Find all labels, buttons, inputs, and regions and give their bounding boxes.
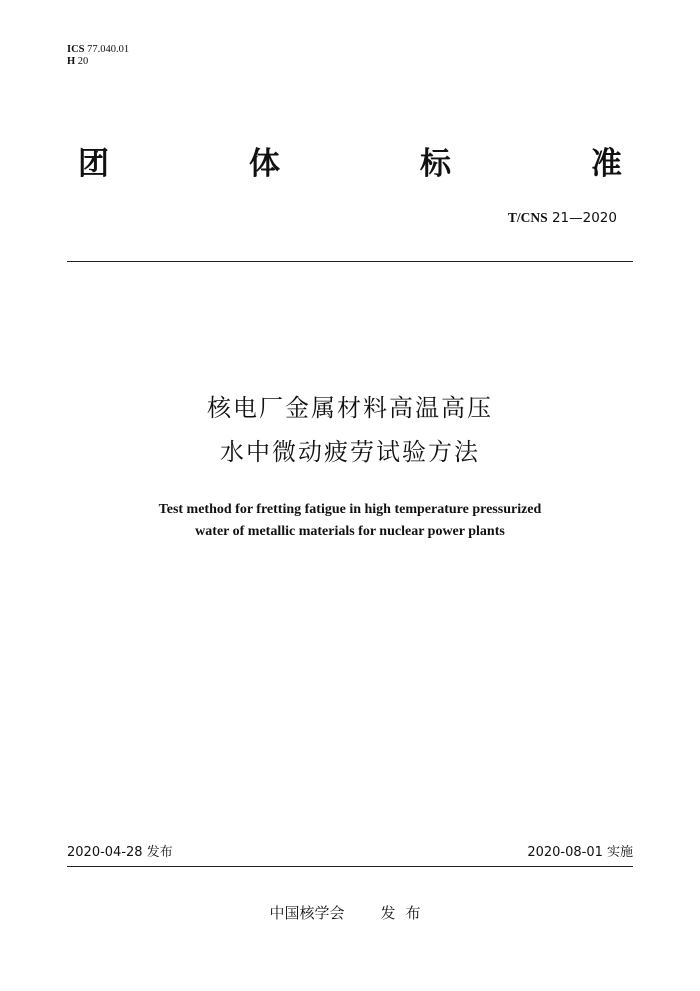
ics-label: ICS [67, 44, 85, 55]
ics-classification [67, 44, 129, 56]
standard-number-value: 21—2020 [551, 210, 617, 226]
publisher-name: 中国核学会 [269, 904, 345, 922]
ccs-code: 20 [77, 56, 89, 67]
standard-type-char: 标 [420, 146, 451, 182]
footer-divider [67, 866, 633, 867]
implementation-date: 2020-08-01 实施 [527, 845, 633, 860]
issue-date: 2020-04-28 发布 [67, 845, 173, 860]
publisher-line [0, 904, 700, 922]
standard-type-char: 准 [591, 146, 622, 182]
ccs-label: H [67, 56, 76, 67]
standard-number-prefix: T/CNS [507, 210, 548, 225]
english-title-line-2: water of metallic materials for nuclear power plants [195, 524, 505, 539]
chinese-title-line-2: 水中微动疲劳试验方法 [220, 438, 480, 466]
chinese-title-line-1: 核电厂金属材料高温高压 [207, 394, 493, 422]
standard-type-char: 团 [78, 146, 109, 182]
ics-code: 77.040.01 [87, 44, 130, 55]
header-divider [67, 261, 633, 262]
standard-type-char: 体 [249, 146, 280, 182]
publisher-label: 发布 [380, 904, 431, 922]
english-title-line-1: Test method for fretting fatigue in high temperature pressurized [158, 502, 542, 517]
ccs-classification [67, 56, 88, 68]
standard-type-heading [78, 145, 622, 183]
standard-number [508, 210, 617, 226]
